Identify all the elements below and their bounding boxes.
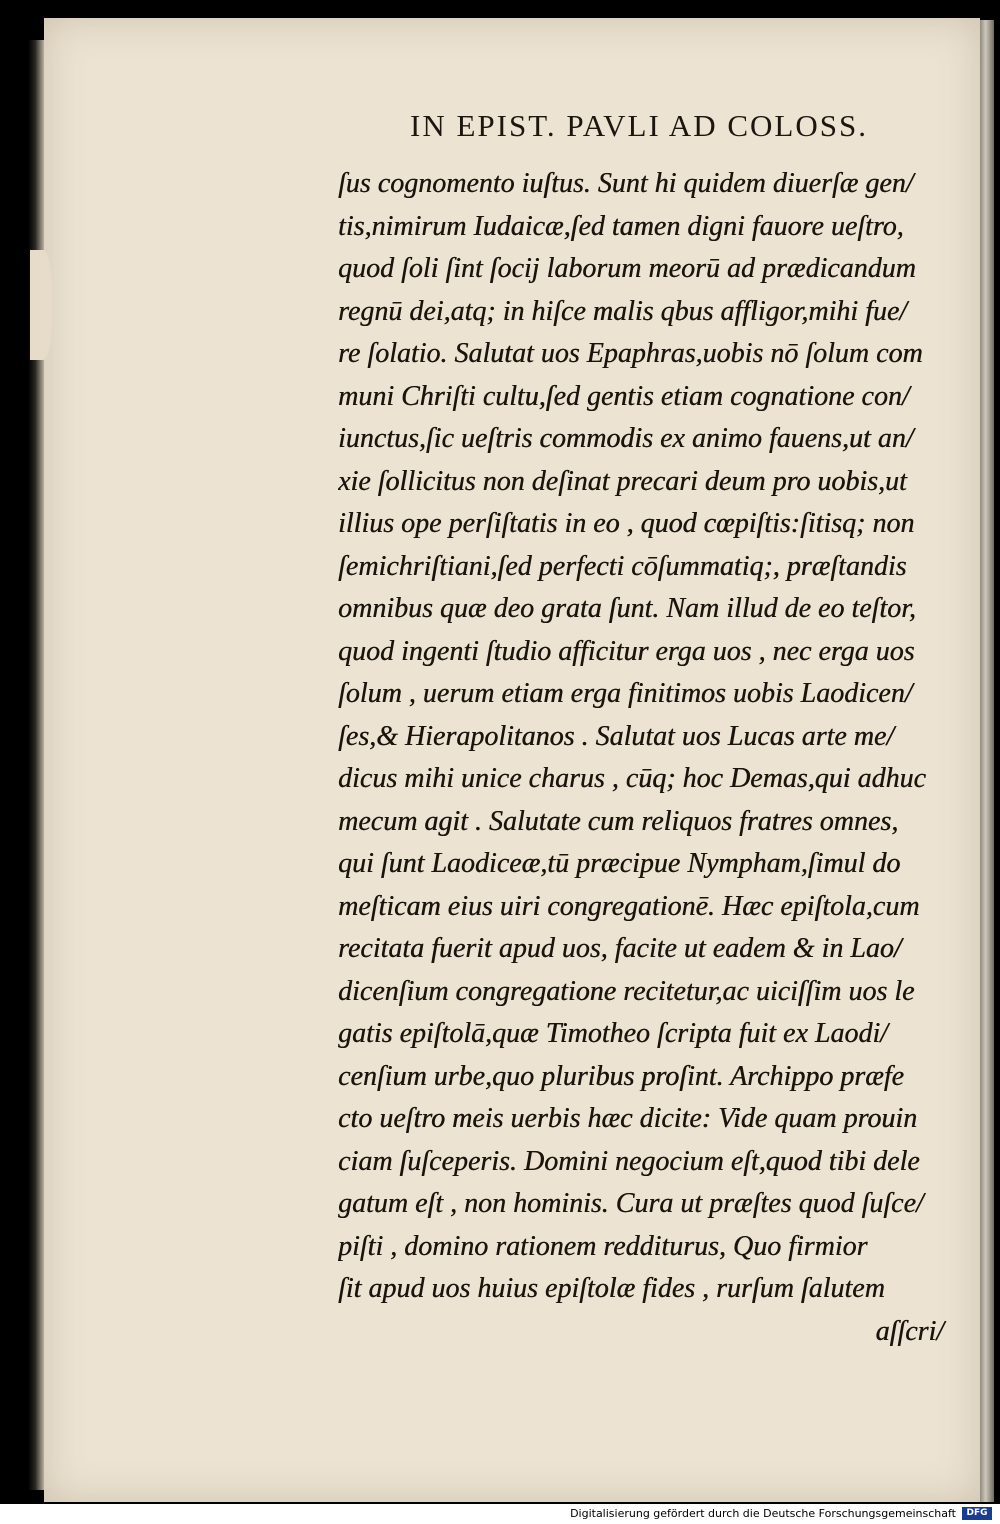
main-text-block [338,163,958,1353]
text-line: ſit apud uos huius epiſtolæ fides , rurſum ſalutem [338,1273,885,1304]
text-line: ſolum , uerum etiam erga finitimos uobis Laodicen/ [338,678,913,709]
dfg-logo: DFG [962,1507,992,1520]
text-line: omnibus quæ deo grata ſunt. Nam illud de eo teſtor, [338,593,916,624]
text-line: muni Chriſti cultu,ſed gentis etiam cognatione con/ [338,380,910,412]
text-line: re ſolatio. Salutat uos Epaphras,uobis nō ſolum com [338,338,923,369]
catchword: aſſcri/ [875,1315,944,1347]
page-edge-stack [980,20,994,1502]
text-line: ciam ſuſceperis. Domini negocium eſt,quod tibi dele [338,1145,920,1177]
text-line: xie ſollicitus non deſinat precari deum pro uobis,ut [338,465,907,497]
funding-credit: Digitalisierung gefördert durch die Deutsche Forschungsgemeinschaft [570,1507,956,1520]
text-line: gatum eſt , non hominis. Cura ut præſtes quod ſuſce/ [338,1188,924,1219]
text-line: cenſium urbe,quo pluribus proſint. Archippo præfe [338,1060,904,1092]
text-line: cto ueſtro meis uerbis hæc dicite: Vide quam prouin [338,1103,918,1134]
text-line: qui ſunt Laodiceæ,tū præcipue Nympham,ſimul do [338,848,901,879]
torn-margin [30,250,52,360]
text-line: ſes,& Hierapolitanos . Salutat uos Lucas arte me/ [338,720,895,752]
text-line: mecum agit . Salutate cum reliquos fratres omnes, [338,805,899,837]
text-line: ſemichriſtiani,ſed perfecti cōſummatiq;, præſtandis [338,550,907,582]
text-line: regnū dei,atq; in hiſce malis qbus affligor,mihi fue/ [338,295,908,327]
text-line: tis,nimirum Iudaicæ,ſed tamen digni fauore ueſtro, [338,210,904,242]
text-line: quod ingenti ſtudio afficitur erga uos , nec erga uos [338,635,915,667]
text-line: gatis epiſtolā,quæ Timotheo ſcripta fuit ex Laodi/ [338,1018,888,1049]
running-header: IN EPIST. PAVLI AD COLOSS. [410,108,868,143]
text-line: ſus cognomento iuſtus. Sunt hi quidem diuerſæ gen/ [338,168,914,199]
text-line: iunctus,ſic ueſtris commodis ex animo fauens,ut an/ [338,423,914,454]
text-line: meſticam eius uiri congregationē. Hæc epiſtola,cum [338,890,920,922]
text-line: piſti , domino rationem redditurus, Quo firmior [338,1230,868,1262]
footer-bar [0,1504,1000,1524]
text-line: dicus mihi unice charus , cūq; hoc Demas,qui adhuc [338,763,926,794]
text-line: quod ſoli ſint ſocij laborum meorū ad prædicandum [338,253,916,284]
text-line: illius ope perſiſtatis in eo , quod cœpiſtis:ſitisq; non [338,508,915,539]
text-line: dicenſium congregatione recitetur,ac uiciſſim uos le [338,975,915,1007]
text-line: recitata fuerit apud uos, facite ut eadem & in Lao/ [338,933,902,964]
